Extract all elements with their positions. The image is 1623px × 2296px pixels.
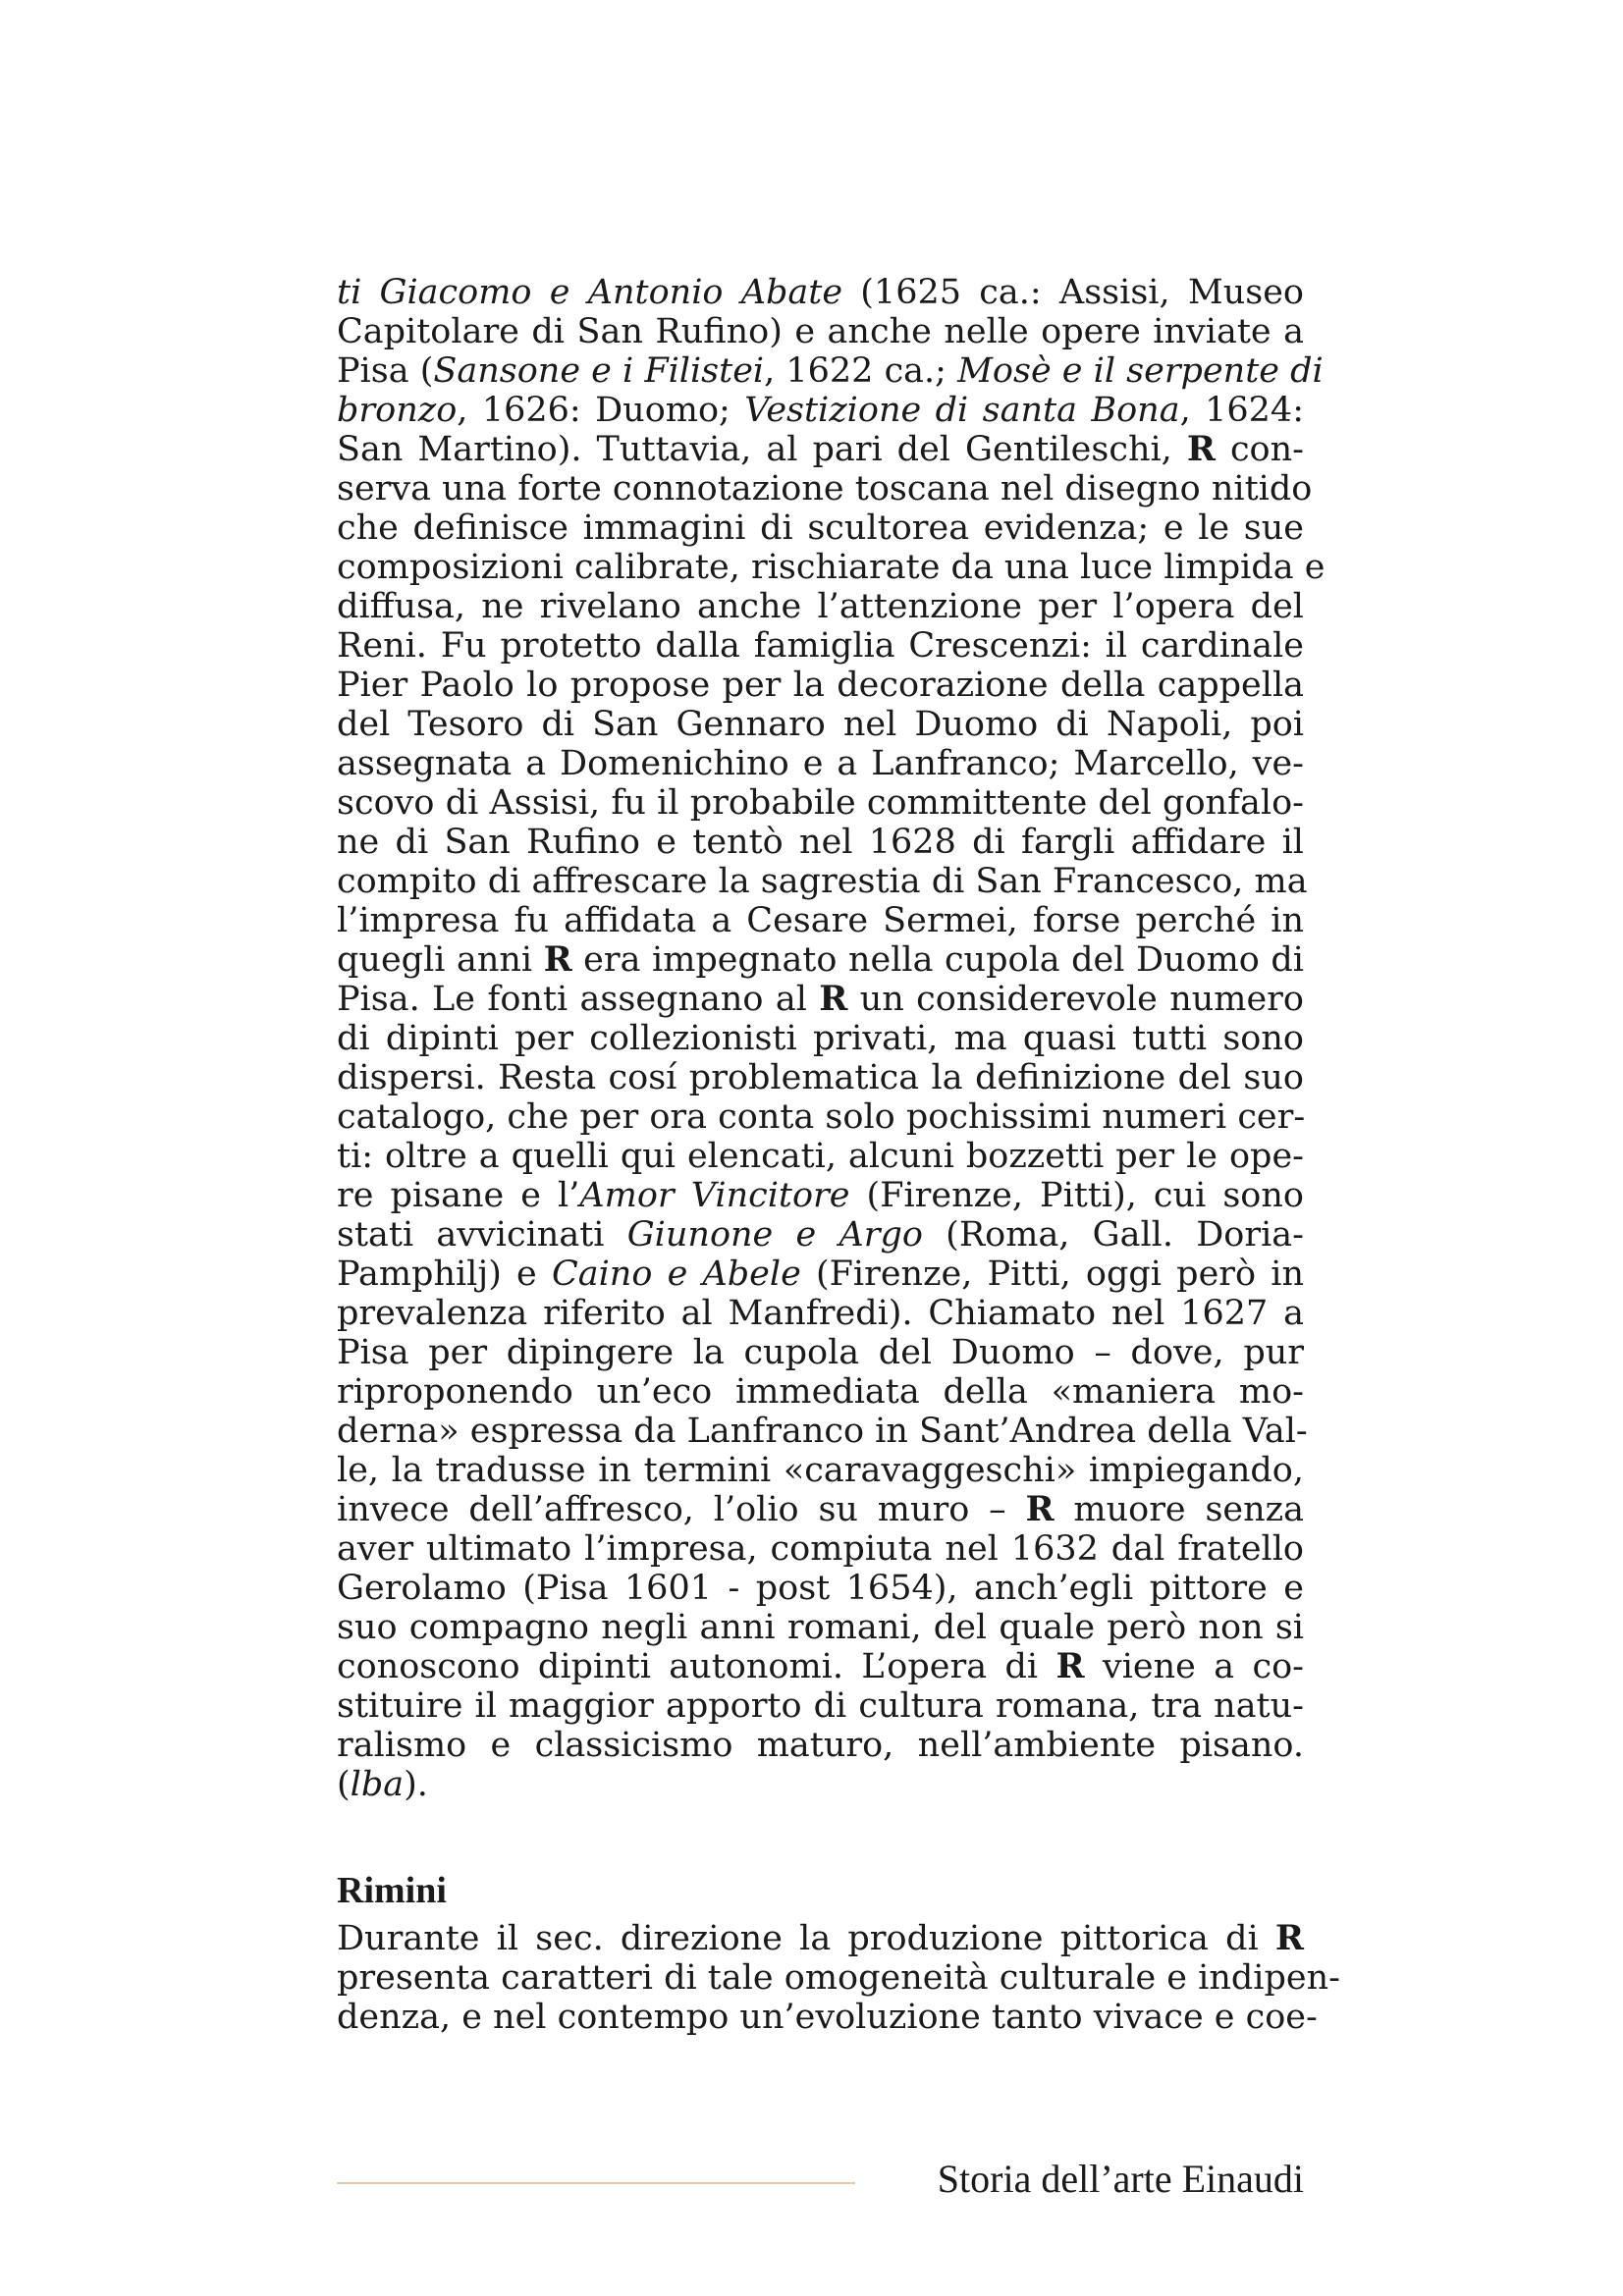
text-segment: catalogo, che per ora conta solo pochissimi numeri cer- <box>337 1097 1306 1137</box>
text-line <box>337 1333 1304 1372</box>
text-line <box>337 901 1304 940</box>
text-segment: stituire il maggior apporto di cultura romana, tra natu- <box>337 1686 1304 1726</box>
text-line <box>337 783 1304 823</box>
text-segment: conoscono dipinti autonomi. L’opera di <box>337 1647 1056 1686</box>
bold-abbrev: R <box>1025 1489 1055 1529</box>
text-segment: Pier Paolo lo propose per la decorazione della cappella <box>337 666 1304 705</box>
italic-title: bronzo <box>337 391 458 430</box>
text-segment: aver ultimato l’impresa, compiuta nel 1632 dal fratello <box>337 1529 1304 1569</box>
italic-title: ti Giacomo e Antonio Abate <box>337 273 843 312</box>
text-segment: diffusa, ne rivelano anche l’attenzione per l’opera del <box>337 587 1304 626</box>
text-segment: che definisce immagini di scultorea evidenza; e le sue <box>337 508 1304 548</box>
text-segment: Gerolamo (Pisa 1601 - post 1654), anch’egli pittore e <box>337 1569 1304 1608</box>
footer-rule <box>337 2182 855 2184</box>
italic-title: Giunone e Argo <box>626 1215 923 1255</box>
text-segment: con- <box>1215 430 1304 469</box>
footer-title: Storia dell’arte Einaudi <box>937 2157 1304 2201</box>
text-line <box>337 1726 1304 1765</box>
text-segment: Capitolare di San Rufino) e anche nelle opere inviate a <box>337 312 1304 351</box>
text-line <box>337 1686 1304 1726</box>
text-segment: , 1622 ca.; <box>764 351 958 391</box>
bold-abbrev: R <box>1055 1646 1085 1686</box>
text-line <box>337 862 1308 901</box>
text-segment: re pisane e l’ <box>337 1176 580 1215</box>
text-line <box>337 1294 1304 1333</box>
text-segment: denza, e nel contempo un’evoluzione tanto vivace e coe- <box>337 1998 1318 2037</box>
text-line <box>337 940 1304 980</box>
text-line <box>337 744 1304 783</box>
text-line <box>337 1765 1304 1804</box>
text-segment: prevalenza riferito al Manfredi). Chiamato nel 1627 a <box>337 1294 1304 1333</box>
text-segment: presenta caratteri di tale omogeneità culturale e indipen- <box>337 1958 1340 1998</box>
italic-title: Sansone e i Filistei <box>433 351 765 391</box>
text-segment: era impegnato nella cupola del Duomo di <box>571 940 1304 980</box>
text-segment: un considerevole numero <box>847 980 1304 1019</box>
text-segment: (Firenze, Pitti, oggi però in <box>800 1255 1304 1294</box>
text-segment: dispersi. Resta cosí problematica la definizione del suo <box>337 1058 1304 1097</box>
bold-abbrev: R <box>819 979 848 1019</box>
text-segment: ( <box>337 1765 351 1804</box>
text-segment: ti: oltre a quelli qui elencati, alcuni bozzetti per le ope- <box>337 1137 1304 1176</box>
italic-title: lba <box>350 1765 405 1804</box>
text-segment: muore senza <box>1054 1490 1304 1529</box>
bold-abbrev: R <box>1186 429 1216 469</box>
text-segment: San Martino). Tuttavia, al pari del Gentileschi, <box>337 430 1187 469</box>
italic-title: Mosè e il serpente di <box>957 351 1324 391</box>
text-segment: invece dell’affresco, l’olio su muro – <box>337 1490 1026 1529</box>
text-line <box>337 1255 1304 1294</box>
text-line <box>337 626 1304 666</box>
text-line <box>337 1451 1304 1490</box>
text-line <box>337 1647 1304 1686</box>
text-segment: le, la tradusse in termini «caravaggeschi» impiegando, <box>337 1451 1304 1490</box>
text-segment: serva una forte connotazione toscana nel disegno nitido <box>337 469 1313 508</box>
text-line <box>337 1412 1308 1451</box>
text-segment: ne di San Rufino e tentò nel 1628 di fargli affidare il <box>337 823 1304 862</box>
text-segment: l’impresa fu affidata a Cesare Sermei, forse perché in <box>337 901 1304 940</box>
text-line <box>337 1490 1304 1529</box>
italic-title: Vestizione di santa Bona <box>744 391 1180 430</box>
text-line <box>337 705 1304 744</box>
text-segment: Reni. Fu protetto dalla famiglia Crescenzi: il cardinale <box>337 626 1304 666</box>
text-segment: viene a co- <box>1084 1647 1304 1686</box>
italic-title: Caino e Abele <box>551 1255 801 1294</box>
text-segment: scovo di Assisi, fu il probabile committente del gonfalo- <box>337 783 1304 823</box>
text-line <box>337 312 1304 351</box>
text-segment: , 1626: Duomo; <box>457 391 745 430</box>
text-line <box>337 1372 1304 1412</box>
text-line <box>337 469 1313 508</box>
text-line <box>337 1569 1304 1608</box>
text-segment: Pisa. Le fonti assegnano al <box>337 980 820 1019</box>
text-line <box>337 1919 1304 1958</box>
text-segment: Durante il sec. direzione la produzione pittorica di <box>337 1919 1275 1958</box>
text-line <box>337 1058 1304 1097</box>
text-line <box>337 548 1325 587</box>
entry-paragraph <box>337 1918 1340 2037</box>
text-segment: , 1624: <box>1179 391 1304 430</box>
text-line <box>337 273 1304 312</box>
bold-abbrev: R <box>543 939 572 980</box>
text-line <box>337 1608 1304 1647</box>
italic-title: Amor Vincitore <box>579 1176 850 1215</box>
text-segment: composizioni calibrate, rischiarate da una luce limpida e <box>337 548 1325 587</box>
text-segment: Pisa per dipingere la cupola del Duomo – dove, pur <box>337 1333 1304 1372</box>
text-segment: ralismo e classicismo maturo, nell’ambiente pisano. <box>337 1726 1304 1765</box>
text-segment: assegnata a Domenichino e a Lanfranco; Marcello, ve- <box>337 744 1304 783</box>
text-line <box>337 1176 1304 1215</box>
text-segment: (Roma, Gall. Doria- <box>922 1215 1304 1255</box>
entry-heading: Rimini <box>337 1870 447 1911</box>
text-line <box>337 1215 1304 1255</box>
text-line <box>337 508 1304 548</box>
text-line <box>337 1019 1304 1058</box>
text-segment: compito di affrescare la sagrestia di San Francesco, ma <box>337 862 1308 901</box>
text-line <box>337 666 1304 705</box>
text-line <box>337 351 1324 391</box>
text-line <box>337 1097 1304 1137</box>
text-segment: di dipinti per collezionisti privati, ma quasi tutti sono <box>337 1019 1304 1058</box>
text-line <box>337 587 1304 626</box>
text-line <box>337 391 1304 430</box>
text-line <box>337 823 1304 862</box>
text-line <box>337 1998 1318 2037</box>
text-line <box>337 1958 1340 1998</box>
text-segment: suo compagno negli anni romani, del quale però non si <box>337 1608 1304 1647</box>
text-segment: Pisa ( <box>337 351 434 391</box>
text-segment: stati avvicinati <box>337 1215 627 1255</box>
text-line <box>337 430 1304 469</box>
text-segment: Pamphilj) e <box>337 1255 552 1294</box>
text-segment: quegli anni <box>337 940 544 980</box>
text-segment: ). <box>404 1765 428 1804</box>
text-line <box>337 1137 1304 1176</box>
text-line <box>337 1529 1304 1569</box>
continuation-paragraph <box>337 273 1325 1804</box>
text-segment: riproponendo un’eco immediata della «maniera mo- <box>337 1372 1304 1412</box>
text-line <box>337 980 1304 1019</box>
bold-abbrev: R <box>1274 1918 1304 1958</box>
text-segment: (Firenze, Pitti), cui sono <box>849 1176 1304 1215</box>
text-segment: del Tesoro di San Gennaro nel Duomo di Napoli, poi <box>337 705 1304 744</box>
text-segment: derna» espressa da Lanfranco in Sant’Andrea della Val- <box>337 1412 1308 1451</box>
text-segment: (1625 ca.: Assisi, Museo <box>842 273 1304 312</box>
